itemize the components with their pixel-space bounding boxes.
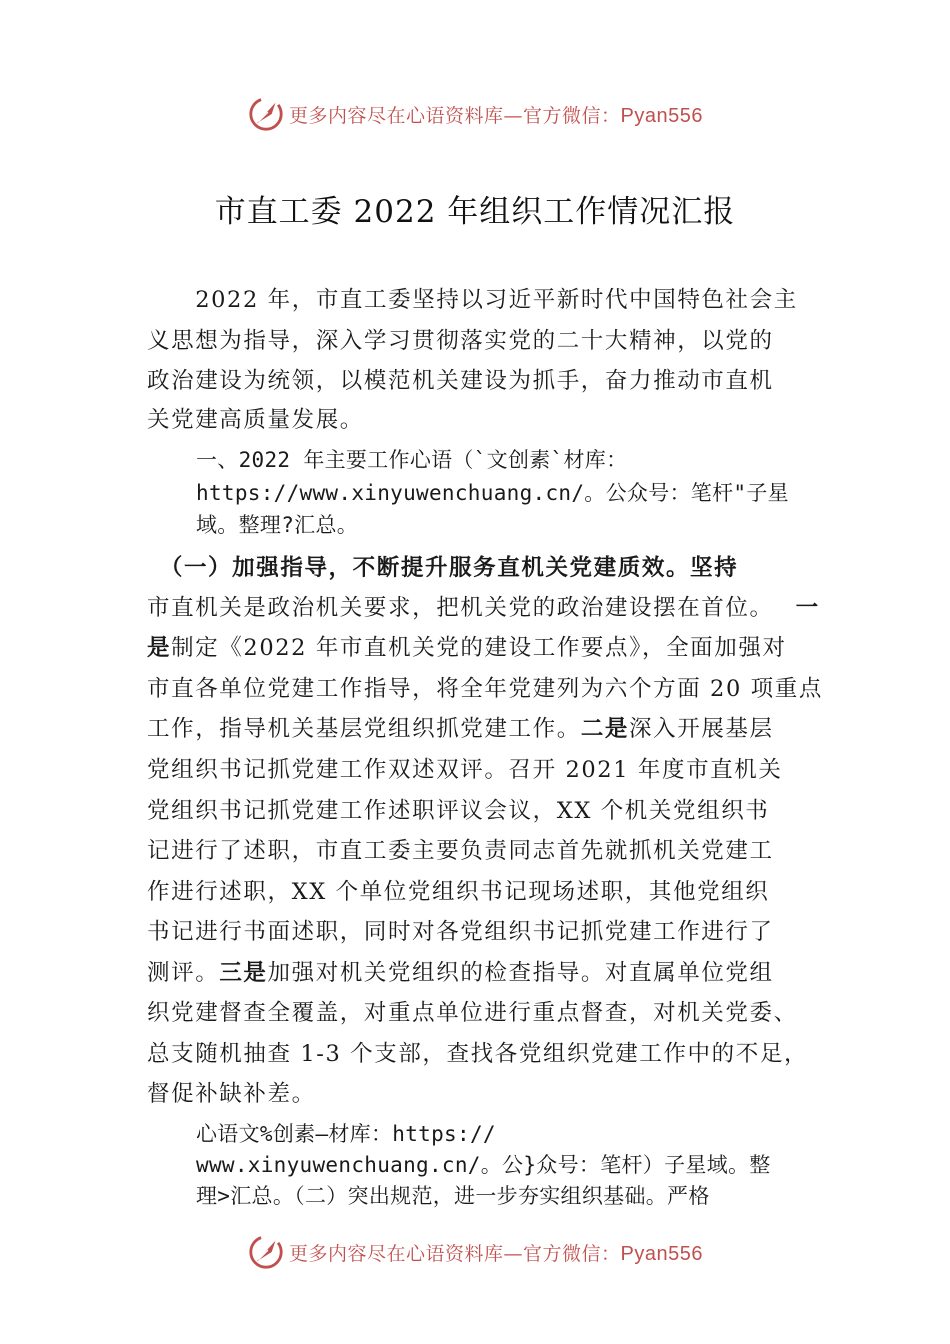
document-title: 市直工委 2022 年组织工作情况汇报 [214, 194, 736, 230]
source-note-line: 理>汇总。（二）突出规范，进一步夯实组织基础。严格 [196, 1184, 710, 1208]
body-line: 工作，指导机关基层党组织抓党建工作。二是深入开展基层 [147, 716, 774, 742]
body-line: 党组织书记抓党建工作述职评议会议，XX 个机关党组织书 [147, 798, 770, 824]
enum-marker: 二是 [580, 716, 630, 742]
intro-line: 关党建高质量发展。 [147, 407, 364, 433]
source-note-line: 域。整理?汇总。 [196, 513, 359, 537]
body-line: 织党建督查全覆盖，对重点单位进行重点督查，对机关党委、 [147, 1000, 798, 1026]
watermark-header [0, 94, 950, 134]
enum-marker: 一 [795, 595, 820, 621]
section-heading: （一）加强指导，不断提升服务直机关党建质效。坚持 [147, 555, 739, 581]
body-line: 记进行了述职，市直工委主要负责同志首先就抓机关党建工 [147, 838, 774, 864]
body-line: 是制定《2022 年市直机关党的建设工作要点》，全面加强对 [147, 635, 787, 661]
body-line: 党组织书记抓党建工作双述双评。召开 2021 年度市直机关 [147, 757, 783, 783]
intro-line: 2022 年，市直工委坚持以习近平新时代中国特色社会主 [147, 287, 798, 313]
pen-feather-logo-icon [247, 95, 285, 133]
source-note-line: https://www.xinyuwenchuang.cn/。公众号：笔杆"子星 [196, 481, 789, 505]
intro-line: 政治建设为统领，以模范机关建设为抓手，奋力推动市直机 [147, 368, 774, 394]
intro-line: 义思想为指导，深入学习贯彻落实党的二十大精神，以党的 [147, 328, 774, 354]
source-note-line: 一、2022 年主要工作心语（`文创素`材库： [196, 448, 628, 472]
body-line: 书记进行书面述职，同时对各党组织书记抓党建工作进行了 [147, 919, 774, 945]
enum-marker: 是 [147, 635, 172, 661]
body-line: 总支随机抽查 1-3 个支部，查找各党组织党建工作中的不足， [147, 1041, 809, 1067]
body-line: 测评。三是加强对机关党组织的检查指导。对直属单位党组 [147, 960, 774, 986]
body-line: 市直机关是政治机关要求，把机关党的政治建设摆在首位。 一 [147, 595, 820, 621]
pen-feather-logo-icon [247, 1233, 285, 1271]
watermark-footer [0, 1232, 950, 1272]
enum-marker: 三是 [219, 960, 268, 986]
source-note-line: 心语文%创素—材库：https:// [196, 1122, 496, 1146]
body-line: 督促补缺补差。 [147, 1081, 316, 1107]
source-note-line: www.xinyuwenchuang.cn/。公}众号：笔杆）子星域。整 [196, 1153, 771, 1177]
body-line: 市直各单位党建工作指导，将全年党建列为六个方面 20 项重点 [147, 676, 823, 702]
body-line: 作进行述职，XX 个单位党组织书记现场述职，其他党组织 [147, 879, 770, 905]
watermark-text: 更多内容尽在心语资料库—官方微信：Pyan556 [289, 104, 703, 127]
watermark-text: 更多内容尽在心语资料库—官方微信：Pyan556 [289, 1242, 703, 1265]
